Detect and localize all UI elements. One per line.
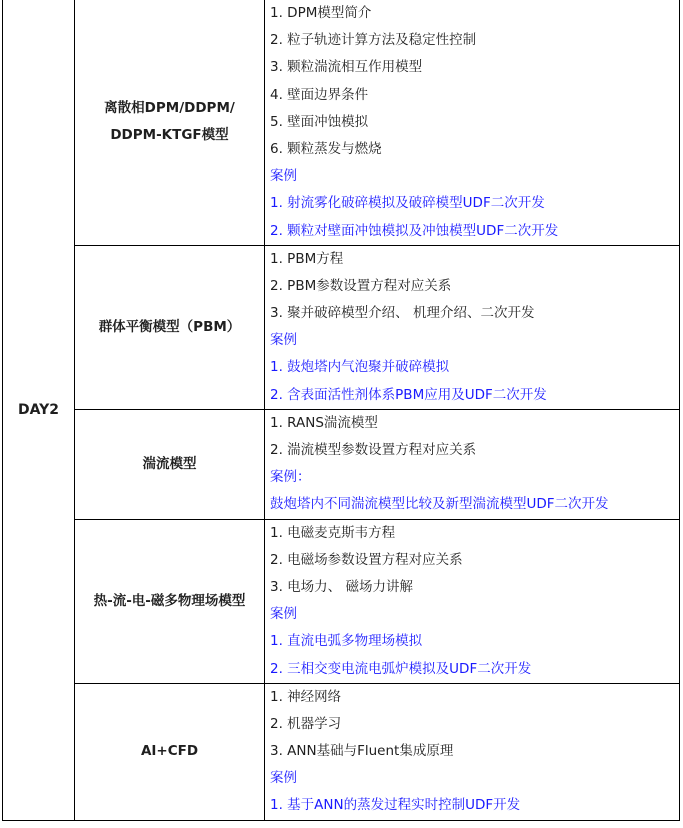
topic-item: 1. DPM模型简介 (270, 5, 372, 21)
case-item: 1. 射流雾化破碎模拟及破碎模型UDF二次开发 (270, 195, 545, 212)
topic-item: 3. 颗粒湍流相互作用模型 (270, 59, 423, 76)
topic-item: 1. 神经网络 (270, 688, 342, 705)
module-title-line: 群体平衡模型（PBM） (98, 318, 241, 335)
case-item: 1. 鼓炮塔内气泡聚并破碎模拟 (270, 359, 450, 376)
topic-item: 6. 颗粒蒸发与燃烧 (270, 140, 382, 157)
topic-item: 2. PBM参数设置方程对应关系 (270, 277, 452, 294)
module-title (75, 519, 265, 683)
topic-item: 3. 电场力、 磁场力讲解 (270, 578, 413, 595)
module-details (265, 683, 680, 820)
module-title (75, 245, 265, 409)
case-item: 鼓炮塔内不同湍流模型比较及新型湍流模型UDF二次开发 (270, 496, 609, 513)
module-title-line: 离散相DPM/DDPM/ (104, 100, 235, 117)
module-title-line: 热-流-电-磁多物理场模型 (93, 592, 246, 609)
module-title-line: AI+CFD (140, 743, 199, 760)
topic-item: 1. PBM方程 (270, 250, 344, 267)
topic-item: 3. 聚并破碎模型介绍、 机理介绍、二次开发 (270, 305, 535, 322)
module-row (3, 245, 680, 409)
module-details (265, 519, 680, 683)
topic-item: 2. 湍流模型参数设置方程对应关系 (270, 442, 477, 458)
topic-item: 3. ANN基础与Fluent集成原理 (270, 743, 454, 760)
module-row (3, 409, 680, 519)
topic-item: 1. RANS湍流模型 (270, 414, 378, 431)
module-title (75, 0, 265, 245)
topic-item: 5. 壁面冲蚀模拟 (270, 113, 369, 130)
case-item: 2. 颗粒对壁面冲蚀模拟及冲蚀模型UDF二次开发 (270, 222, 559, 239)
module-title (75, 683, 265, 820)
case-item: 案例 (270, 168, 297, 185)
topic-item: 4. 壁面边界条件 (270, 86, 369, 103)
topic-item: 2. 电磁场参数设置方程对应关系 (270, 551, 463, 568)
curriculum-table (2, 0, 680, 821)
case-item: 案例： (270, 469, 311, 486)
module-details (265, 245, 680, 409)
case-item: 1. 直流电弧多物理场模拟 (270, 633, 423, 650)
topic-item: 1. 电磁麦克斯韦方程 (270, 524, 396, 541)
module-details (265, 409, 680, 519)
case-item: 2. 三相交变电流电弧炉模拟及UDF二次开发 (270, 660, 532, 677)
module-row (3, 683, 680, 820)
topic-item: 2. 粒子轨迹计算方法及稳定性控制 (270, 32, 477, 49)
module-row (3, 519, 680, 683)
module-row (3, 0, 680, 245)
module-title (75, 409, 265, 519)
case-item: 2. 含表面活性剂体系PBM应用及UDF二次开发 (270, 386, 547, 403)
case-item: 1. 基于ANN的蒸发过程实时控制UDF开发 (270, 797, 521, 814)
module-title-line: DDPM-KTGF模型 (110, 127, 229, 144)
topic-item: 2. 机器学习 (270, 715, 342, 732)
case-item: 案例 (270, 770, 297, 787)
module-details (265, 0, 680, 245)
case-item: 案例 (270, 606, 297, 623)
curriculum-body (3, 0, 680, 820)
module-title-line: 湍流模型 (142, 455, 197, 472)
day-label: DAY2 (3, 0, 75, 820)
case-item: 案例 (270, 332, 297, 349)
